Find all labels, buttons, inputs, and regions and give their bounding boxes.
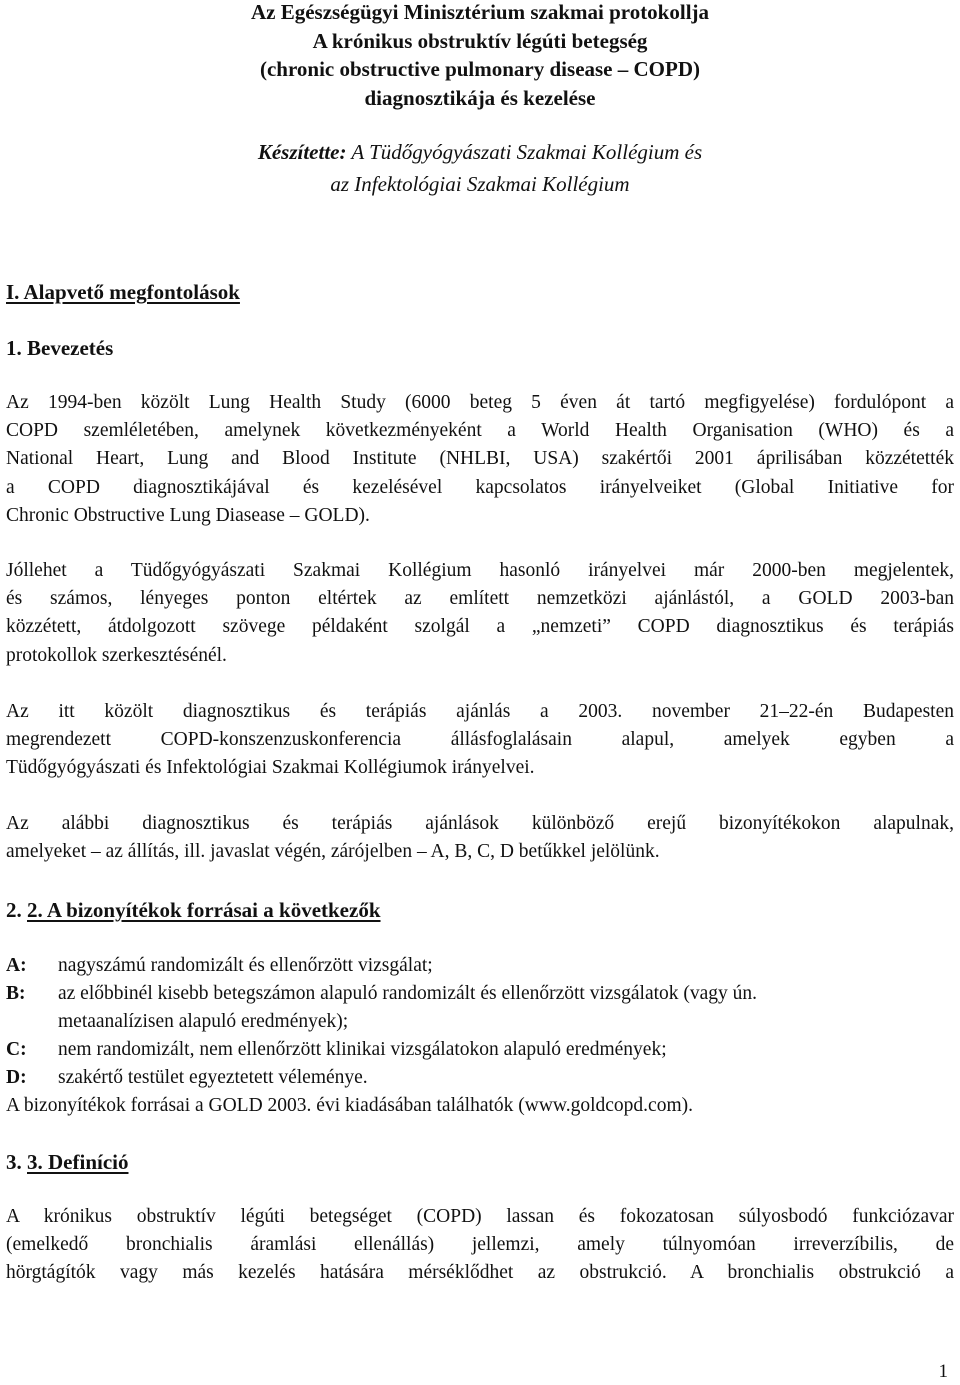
paragraph-line: a COPD diagnosztikájával és kezelésével kapcsolatos irányelveiket (Global Initiative for	[6, 476, 954, 498]
document-title	[0, 0, 960, 112]
authors-text: A Tüdőgyógyászati Szakmai Kollégium és	[346, 140, 703, 164]
source-note: A bizonyítékok forrásai a GOLD 2003. évi kiadásában találhatók (www.goldcopd.com).	[6, 1095, 694, 1116]
authors-line: az Infektológiai Szakmai Kollégium	[330, 172, 630, 196]
paragraph-line: amelyeket – az állítás, ill. javaslat végén, zárójelben – A, B, C, D betűkkel jelölünk.	[6, 841, 660, 863]
evidence-text-continuation: metaanalízisen alapuló eredmények);	[58, 1011, 349, 1032]
page-number: 1	[938, 1361, 948, 1382]
paragraph-line: protokollok szerkesztésénél.	[6, 644, 227, 666]
evidence-text: szakértő testület egyeztetett véleménye.	[58, 1067, 368, 1088]
section-number: 3.	[6, 1150, 27, 1174]
paragraph	[6, 810, 954, 866]
paragraph-line: A krónikus obstruktív légúti betegséget (COPD) lassan és fokozatosan súlyosbodó funkciózavar	[6, 1206, 954, 1227]
paragraph-line: Az alábbi diagnosztikus és terápiás ajánlások különböző erejű bizonyítékokon alapulnak,	[6, 813, 954, 834]
section-heading: I. Alapvető megfontolások	[6, 280, 240, 304]
title-line: Az Egészségügyi Minisztérium szakmai protokollja	[250, 0, 710, 24]
paragraph-line: COPD szemléletében, amelynek következményeként a World Health Organisation (WHO) és a	[6, 420, 954, 442]
paragraph	[6, 698, 954, 783]
evidence-key: B:	[6, 983, 26, 1004]
evidence-text: nagyszámú randomizált és ellenőrzött vizsgálat;	[58, 955, 433, 976]
paragraph-line: National Heart, Lung and Blood Institute (NHLBI, USA) szakértői 2001 áprilisában közzétették	[6, 448, 954, 470]
authors-line	[0, 136, 960, 168]
paragraph-line: és számos, lényeges ponton eltértek az említett nemzetközi ajánlástól, a GOLD 2003-ban	[6, 588, 954, 610]
title-line: (chronic obstructive pulmonary disease – COPD)	[259, 57, 700, 81]
paragraph-line: Chronic Obstructive Lung Diasease – GOLD).	[6, 504, 370, 526]
evidence-key: C:	[6, 1039, 27, 1060]
paragraph-line: hörgtágítók vagy más kezelés hatására mérséklődhet az obstrukció. A bronchialis obstrukció a	[6, 1262, 954, 1284]
authors-block	[0, 136, 960, 200]
paragraph-line: Az 1994-ben közölt Lung Health Study (6000 beteg 5 éven át tartó megfigyelése) fordulópont a	[6, 392, 954, 413]
paragraph-line: Jóllehet a Tüdőgyógyászati Szakmai Kollégium hasonló irányelvei már 2000-ben megjelentek,	[6, 560, 954, 581]
section-heading	[6, 1148, 128, 1176]
section-title: 3. Definíció	[27, 1150, 129, 1174]
paragraph-line: közzétett, átdolgozott szövege példaként szolgál a „nemzeti” COPD diagnosztikus és terápiás	[6, 616, 954, 638]
title-line: diagnosztikája és kezelése	[364, 85, 596, 110]
paragraph	[6, 389, 954, 530]
evidence-item	[6, 980, 954, 1008]
paragraph-line: Az itt közölt diagnosztikus és terápiás ajánlás a 2003. november 21–22-én Budapesten	[6, 701, 954, 722]
evidence-key: A:	[6, 955, 27, 976]
evidence-text: az előbbinél kisebb betegszámon alapuló randomizált és ellenőrzött vizsgálatok (vagy ún.	[58, 983, 758, 1004]
evidence-item	[6, 952, 954, 980]
paragraph	[6, 1203, 954, 1288]
section-heading	[6, 896, 381, 924]
evidence-key: D:	[6, 1067, 27, 1088]
section-title: 2. A bizonyítékok forrásai a következők	[27, 898, 381, 922]
subsection-heading: 1. Bevezetés	[6, 336, 114, 360]
evidence-item	[6, 1036, 954, 1064]
authors-label: Készítette:	[257, 140, 347, 164]
section-number: 2.	[6, 898, 27, 922]
paragraph	[6, 557, 954, 670]
paragraph-line: (emelkedő bronchialis áramlási ellenállás) jellemzi, amely túlnyomóan irreverzíbilis, de	[6, 1234, 954, 1256]
evidence-text: nem randomizált, nem ellenőrzött klinikai vizsgálatokon alapuló eredmények;	[58, 1039, 667, 1060]
paragraph-line: megrendezett COPD-konszenzuskonferencia állásfoglalásain alapul, amelyek egyben a	[6, 729, 954, 751]
title-line: A krónikus obstruktív légúti betegség	[312, 28, 648, 53]
paragraph-line: Tüdőgyógyászati és Infektológiai Szakmai Kollégiumok irányelvei.	[6, 757, 535, 779]
evidence-item	[6, 1064, 954, 1092]
